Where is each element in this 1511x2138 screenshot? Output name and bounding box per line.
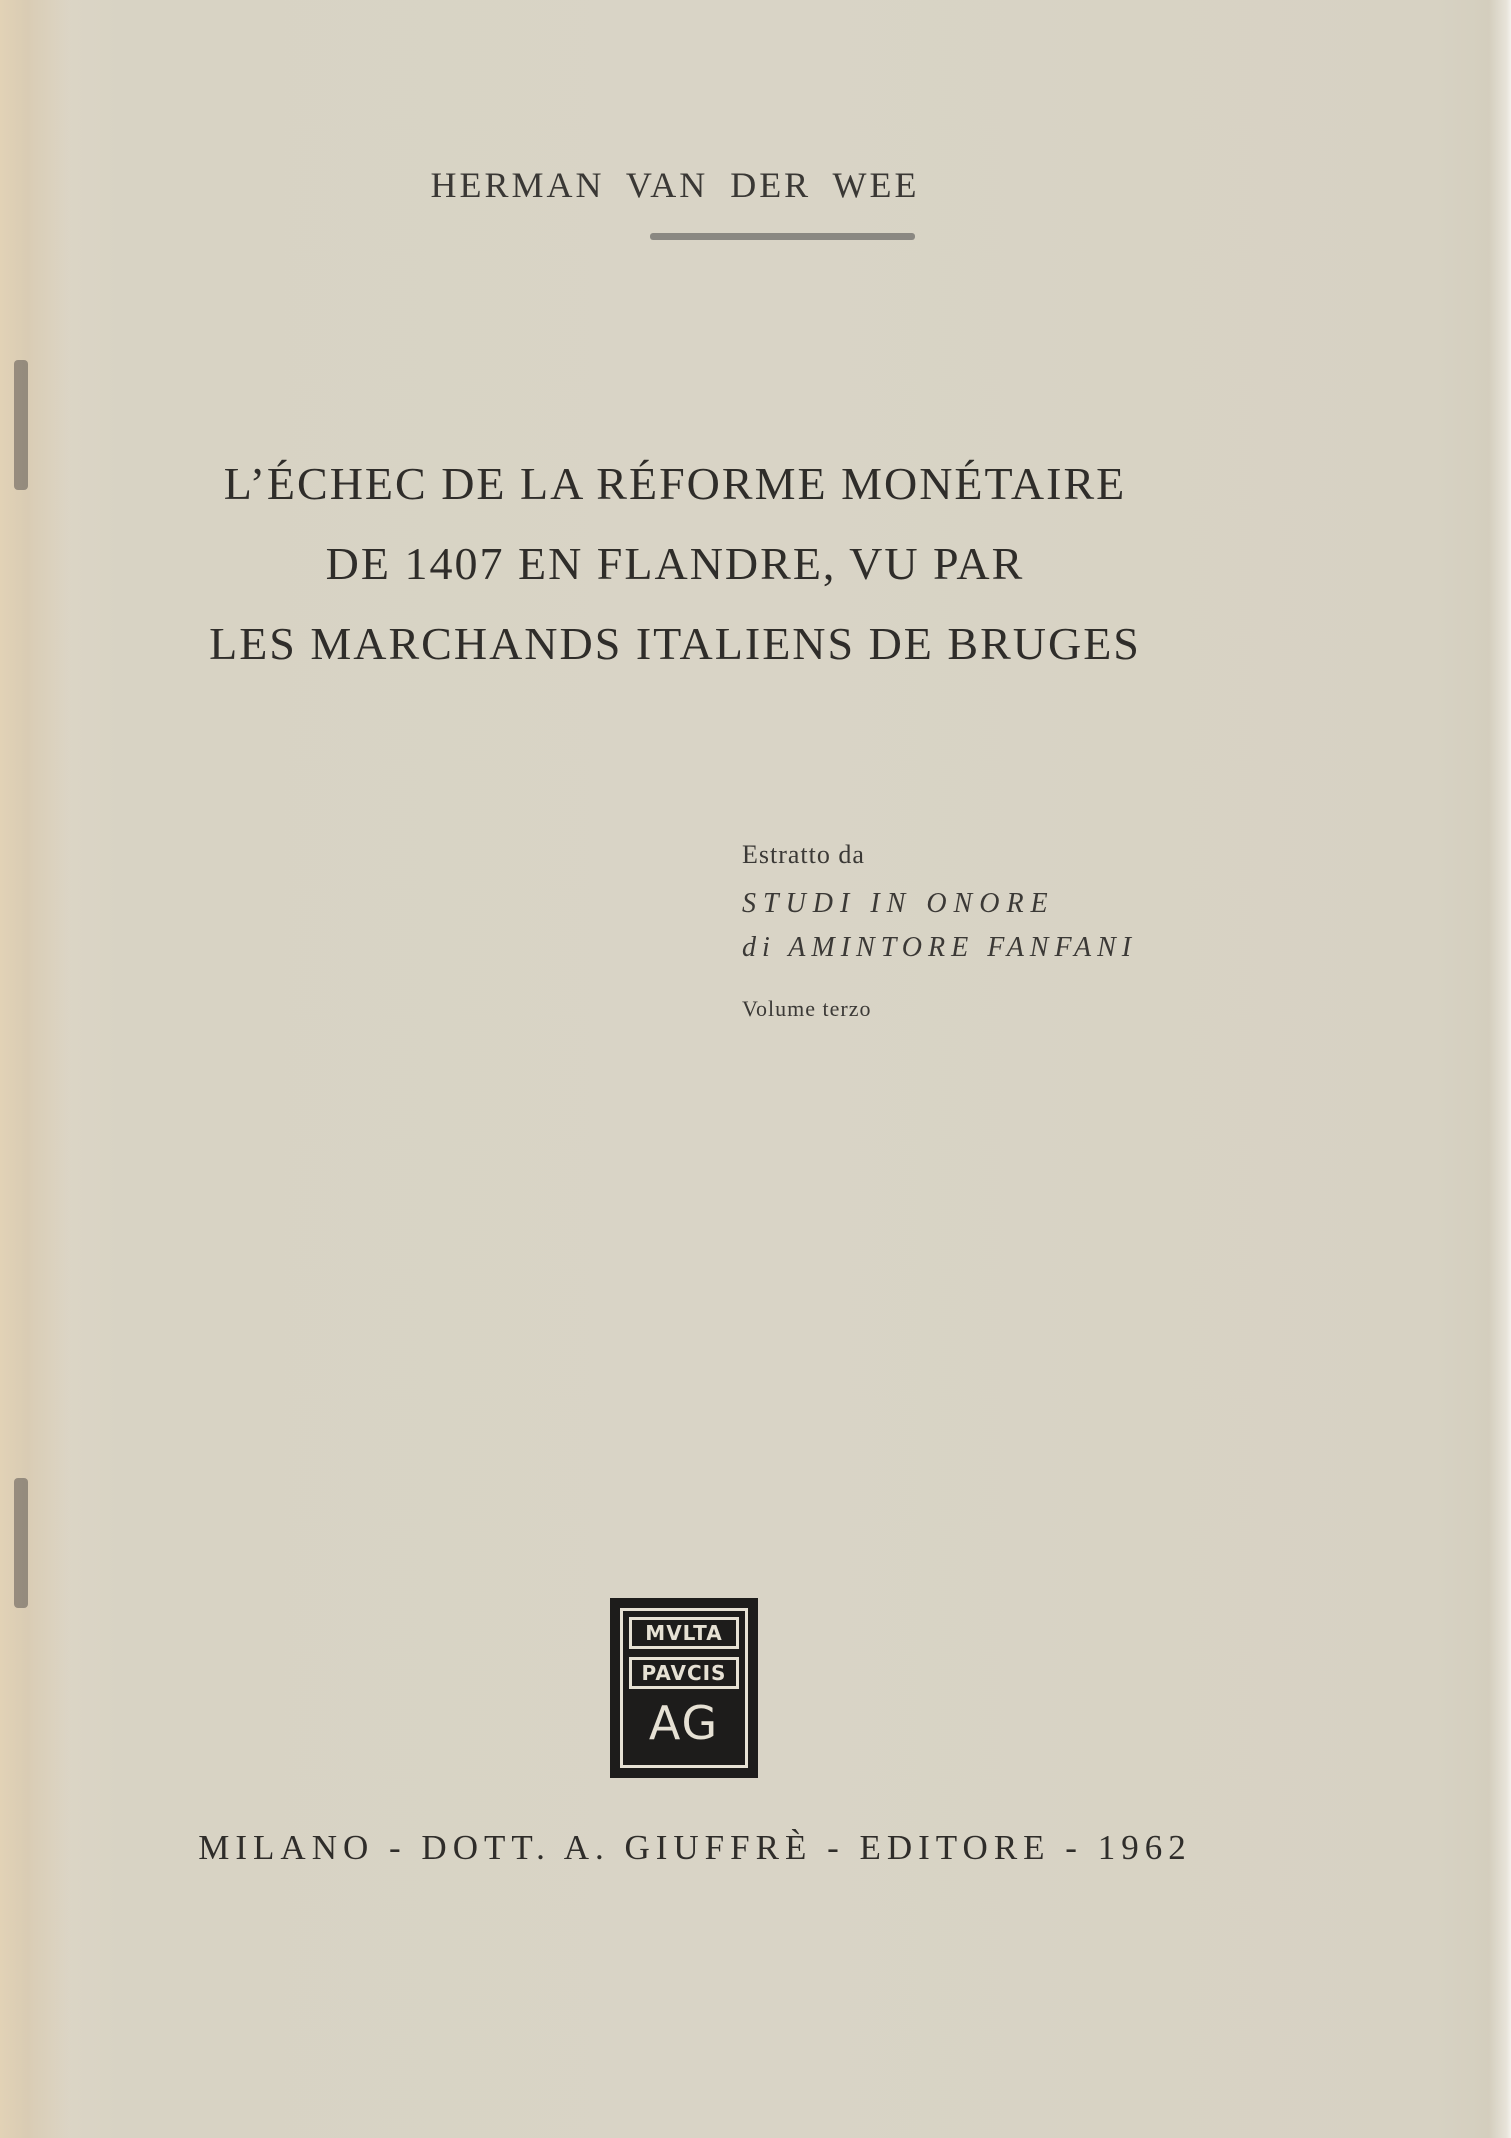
- publisher-imprint: MILANO - DOTT. A. GIUFFRÈ - EDITORE - 1962: [198, 1828, 1192, 1867]
- logo-text-paucis: PAVCIS: [629, 1657, 739, 1689]
- extract-work-subtitle: di AMINTORE FANFANI: [742, 932, 1138, 963]
- logo-initials: AG: [648, 1696, 720, 1750]
- extract-volume: Volume terzo: [742, 996, 872, 1021]
- title-line-3: LES MARCHANDS ITALIENS DE BRUGES: [209, 618, 1141, 669]
- title-line-2: DE 1407 EN FLANDRE, VU PAR: [325, 538, 1025, 589]
- logo-text-multa: MVLTA: [629, 1617, 739, 1649]
- publisher-logo-frame: [620, 1608, 748, 1768]
- publisher-logo: [610, 1598, 758, 1778]
- document-title: [0, 444, 1350, 684]
- extract-intro: Estratto da: [742, 840, 865, 869]
- extract-work-title: STUDI IN ONORE: [742, 888, 1055, 919]
- author-divider: [650, 233, 915, 240]
- paper-edge-left: [0, 0, 70, 2138]
- title-line-1: L’ÉCHEC DE LA RÉFORME MONÉTAIRE: [223, 458, 1127, 509]
- author-name: HERMAN VAN DER WEE: [430, 165, 920, 205]
- staple-mark-bottom: [14, 1478, 28, 1608]
- paper-edge-right: [1489, 0, 1511, 2138]
